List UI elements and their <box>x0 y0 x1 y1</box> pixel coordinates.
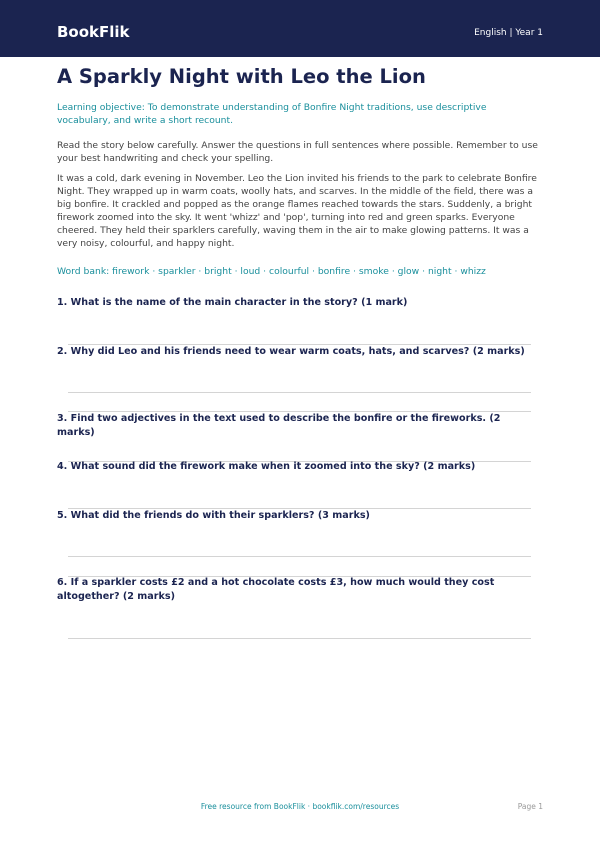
question-1: 1. What is the name of the main character in the story? (1 mark) <box>57 297 408 308</box>
question-4: 4. What sound did the firework make when it zoomed into the sky? (2 marks) <box>57 461 476 472</box>
page-header <box>0 0 600 57</box>
answer-line[interactable] <box>68 638 531 639</box>
instructions-text: Read the story below carefully. Answer the questions in full sentences where possible. Remember to use your best handwriting and check your spelling. <box>57 140 538 164</box>
answer-line[interactable] <box>68 392 531 393</box>
subject-year-label: English | Year 1 <box>474 28 543 38</box>
question-6: 6. If a sparkler costs £2 and a hot chocolate costs £3, how much would they cost altogether? (2 marks) <box>57 577 495 602</box>
footer-credit: Free resource from BookFlik · bookflik.com/resources <box>200 802 400 811</box>
story-text: It was a cold, dark evening in November. Leo the Lion invited his friends to the park to celebrate Bonfire Night. They wrapped up in warm coats, woolly hats, and scarves. In the middle of the field, there was a big bonfire. It crackled and popped as the orange flames reached towards the stars. Suddenly, a bright firework zoomed into the sky. It went 'whizz' and 'pop', turning into red and green sparks. Everyone cheered. They held their sparklers carefully, waving them in the air to make glowing patterns. It was a very noisy, colourful, and happy night. <box>57 173 537 249</box>
word-bank: Word bank: firework · sparkler · bright · loud · colourful · bonfire · smoke · glow · night · whizz <box>57 266 486 277</box>
question-5: 5. What did the friends do with their sparklers? (3 marks) <box>57 510 370 521</box>
answer-line[interactable] <box>68 556 531 557</box>
page-number: Page 1 <box>517 802 543 811</box>
learning-objective: Learning objective: To demonstrate understanding of Bonfire Night traditions, use descriptive vocabulary, and write a short recount. <box>57 102 487 126</box>
question-3: 3. Find two adjectives in the text used to describe the bonfire or the fireworks. (2 marks) <box>57 413 501 438</box>
worksheet-title: A Sparkly Night with Leo the Lion <box>57 65 426 88</box>
question-2: 2. Why did Leo and his friends need to wear warm coats, hats, and scarves? (2 marks) <box>57 346 525 357</box>
brand-logo-text: BookFlik <box>57 23 130 41</box>
